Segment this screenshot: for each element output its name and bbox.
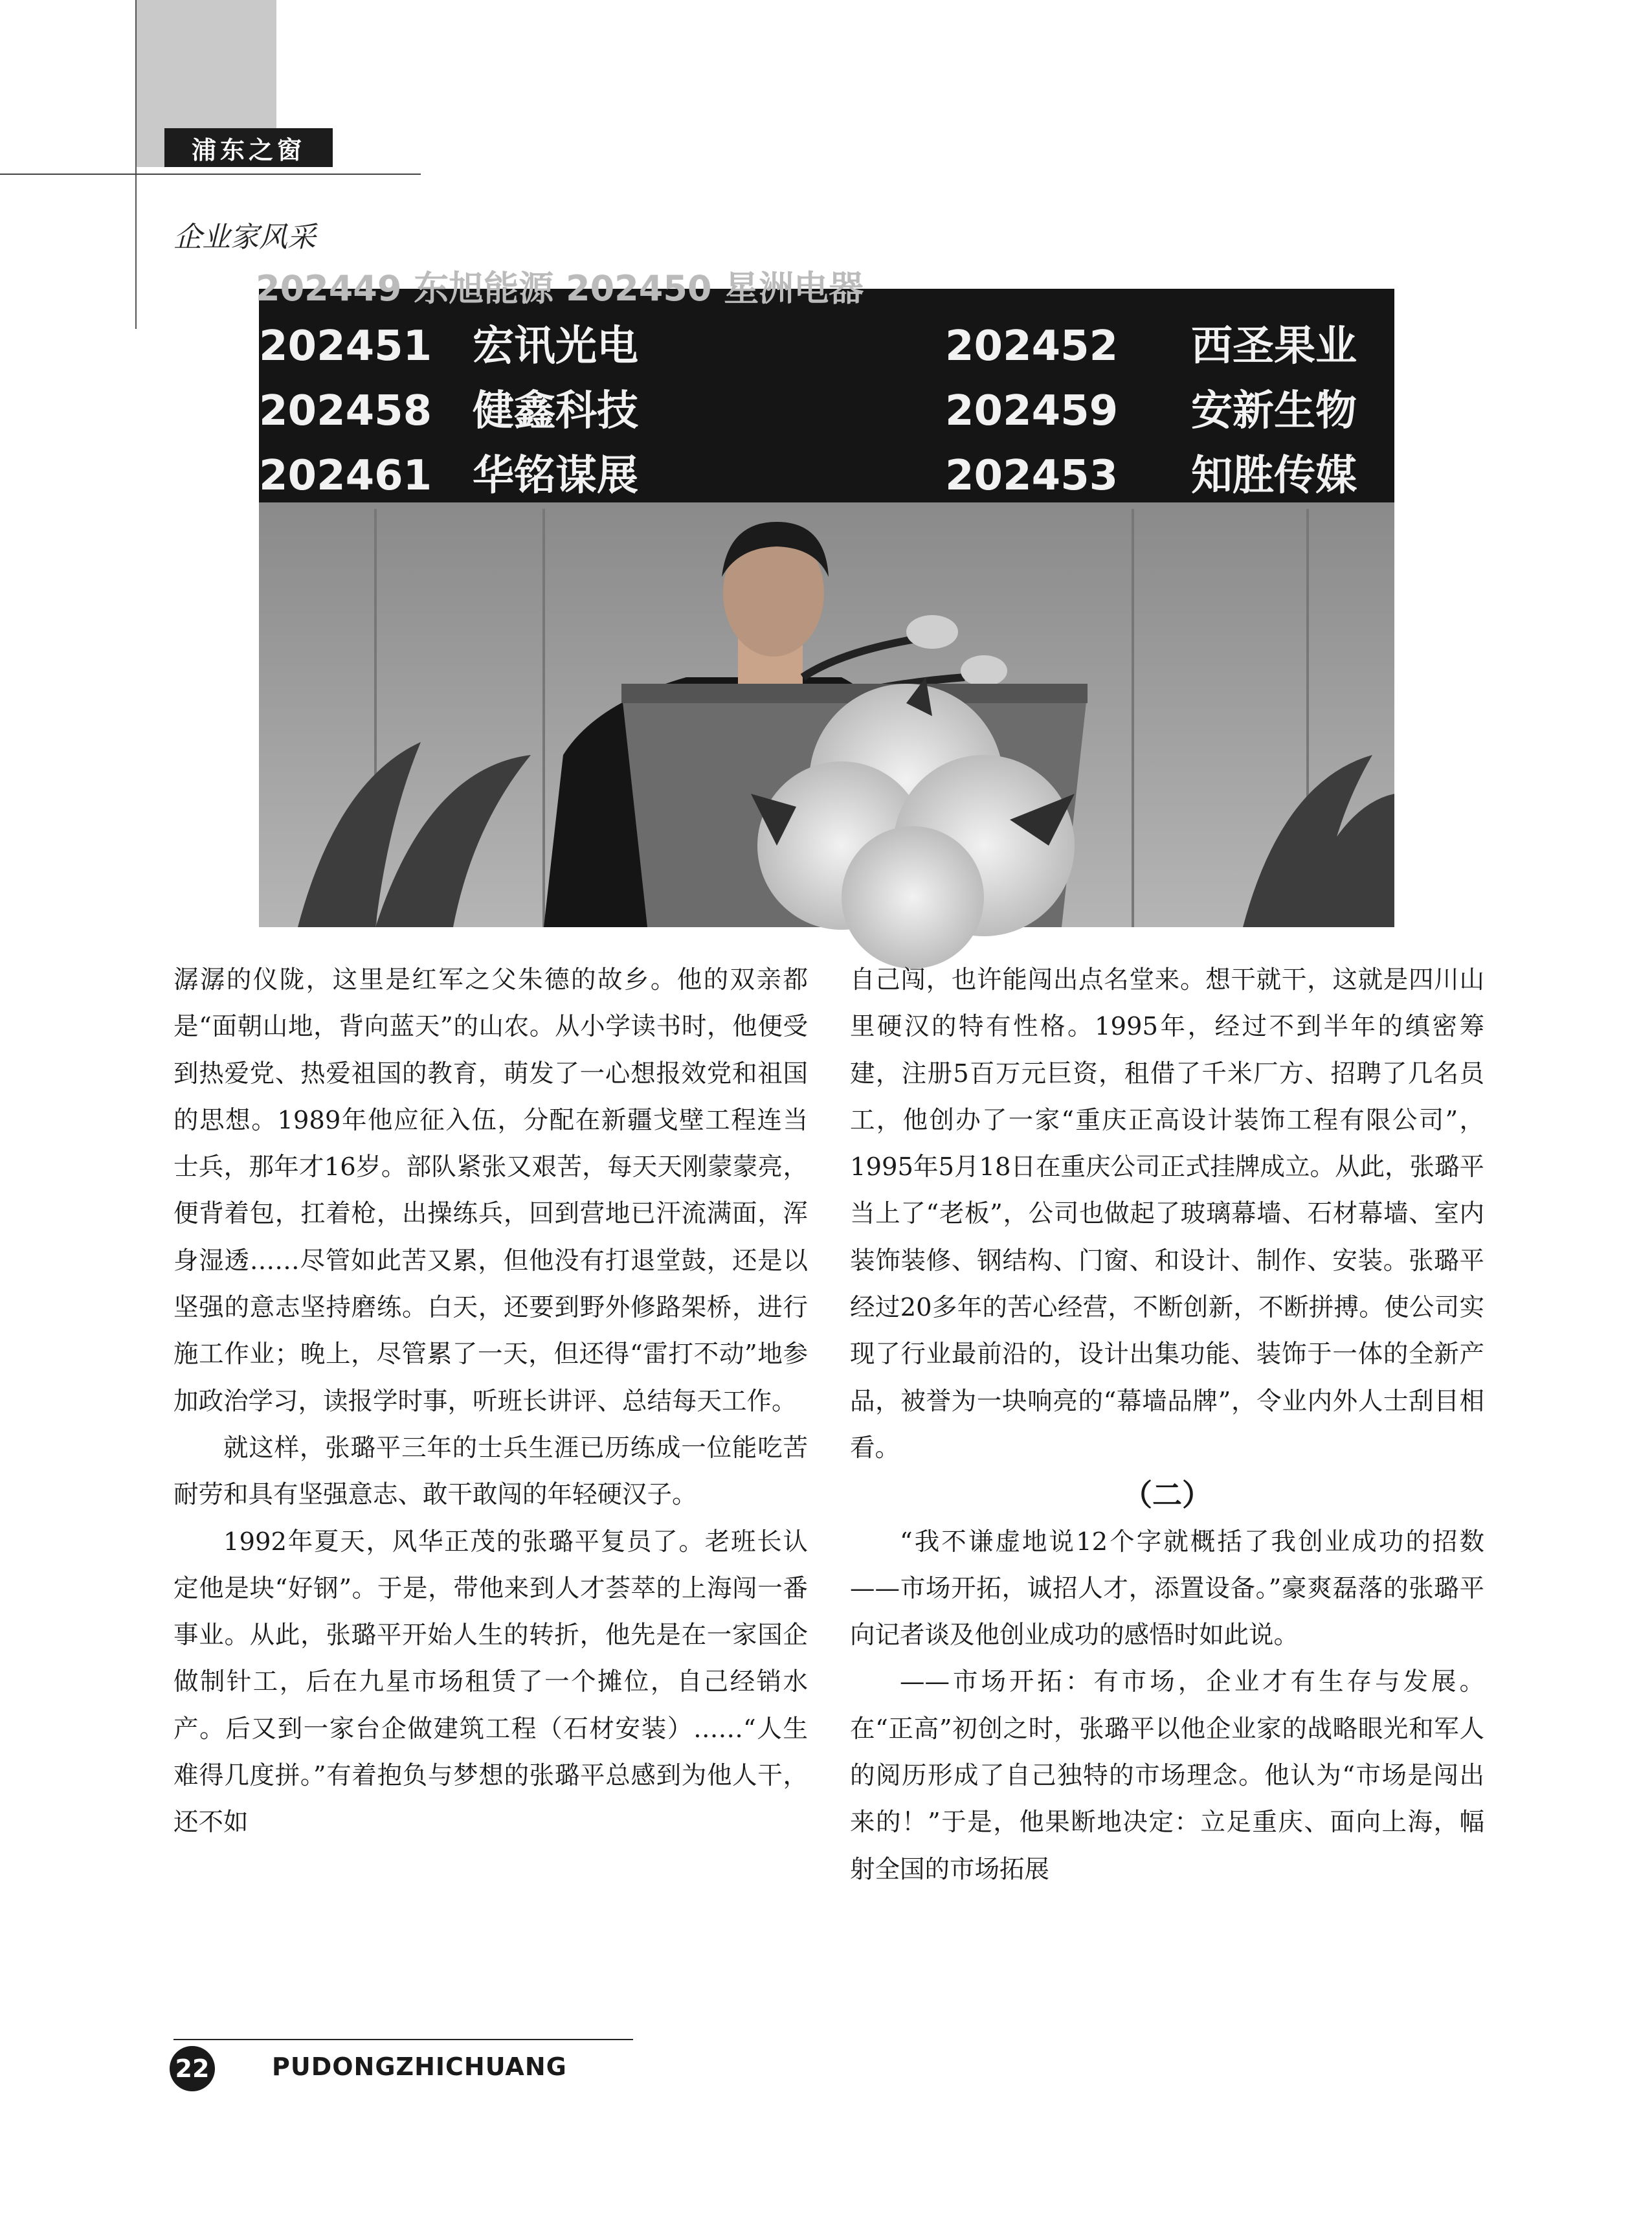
- paragraph: 自己闯，也许能闯出点名堂来。想干就干，这就是四川山里硬汉的特有性格。1995年，经过不到半年的缜密筹建，注册5百万元巨资，租借了千米厂方、招聘了几名员工，他创办了一家“重庆正高设计装饰工程有限公司”， 1995年5月18日在重庆公司正式挂牌成立。从此，张璐平当上了“老板”，公司也做起了玻璃幕墙、石材幕墙、室内装饰装修、钢结构、门窗、和设计、制作、安装。张璐平经过20多年的苦心经营，不断创新，不断拼搏。使公司实现了行业最前沿的，设计出集功能、装饰于一体的全新产品，被誉为一块响亮的“幕墙品牌”，令业内外人士刮目相看。: [850, 965, 1484, 1463]
- footer-brand: PUDONGZHICHUANG: [272, 2052, 567, 2081]
- paragraph: 潺潺的仪陇，这里是红军之父朱德的故乡。他的双亲都是“面朝山地，背向蓝天”的山农。从小学读书时，他便受到热爱党、热爱祖国的教育，萌发了一心想报效党和祖国的思想。1989年他应征入伍，分配在新疆戈壁工程连当士兵，那年才16岁。部队紧张又艰苦，每天天刚蒙蒙亮，便背着包，扛着枪，出操练兵，回到营地已汗流满面，浑身湿透……尽管如此苦又累，但他没有打退堂鼓，还是以坚强的意志坚持磨练。白天，还要到野外修路架桥，进行施工作业；晚上，尽管累了一天，但还得“雷打不动”地参加政治学习，读报学时事，听班长讲评、总结每天工作。: [173, 965, 808, 1416]
- svg-text:202449 东旭能源 202450 星: 202449 东旭能源 202450 星洲电器: [256, 268, 864, 309]
- board-code: 202452: [945, 322, 1119, 370]
- board-company: 健鑫科技: [473, 387, 638, 435]
- board-code: 202458: [259, 387, 432, 435]
- masthead-logo: 浦东之窗: [164, 128, 333, 167]
- footer-rule: [173, 2039, 633, 2040]
- board-company: 安新生物: [1191, 387, 1357, 435]
- paragraph: 就这样，张璐平三年的士兵生涯已历练成一位能吃苦耐劳和具有坚强意志、敢干敢闯的年轻硬汉子。: [173, 1433, 808, 1510]
- board-code: 202451: [259, 322, 432, 370]
- paragraph: ——市场开拓：有市场，企业才有生存与发展。在“正高”初创之时，张璐平以他企业家的战略眼光和军人的阅历形成了自己独特的市场理念。他认为“市场是闯出来的！”于是，他果断地决定：立足重庆、面向上海，幅射全国的市场拓展: [850, 1667, 1484, 1884]
- board-code: 202459: [945, 387, 1119, 435]
- article-column-right: [850, 957, 1484, 1893]
- board-company: 华铭谋展: [473, 452, 638, 500]
- section-title: 企业家风采: [173, 221, 316, 254]
- section-subheading: （二）: [1122, 1478, 1212, 1513]
- board-code: 202453: [945, 452, 1119, 500]
- page-number: 22: [170, 2046, 215, 2091]
- board-company: 知胜传媒: [1191, 452, 1357, 500]
- article-photo: [256, 268, 1394, 927]
- board-company: 宏讯光电: [473, 322, 638, 370]
- header-horizontal-rule: [0, 174, 421, 175]
- paragraph: 1992年夏天，风华正茂的张璐平复员了。老班长认定他是块“好钢”。于是，带他来到人才荟萃的上海闯一番事业。从此，张璐平开始人生的转折，他先是在一家国企做制针工，后在九星市场租赁了一个摊位，自己经销水产。后又到一家台企做建筑工程（石材安装）……“人生难得几度拼。”有着抱负与梦想的张璐平总感到为他人干，还不如: [173, 1527, 808, 1838]
- board-code: 202461: [259, 452, 432, 500]
- paragraph: “我不谦虚地说12个字就概括了我创业成功的招数——市场开拓，诚招人才，添置设备。”豪爽磊落的张璐平向记者谈及他创业成功的感悟时如此说。: [850, 1527, 1484, 1650]
- article-column-left: [173, 957, 808, 1847]
- board-company: 西圣果业: [1191, 322, 1357, 370]
- header-vertical-rule: [135, 0, 137, 329]
